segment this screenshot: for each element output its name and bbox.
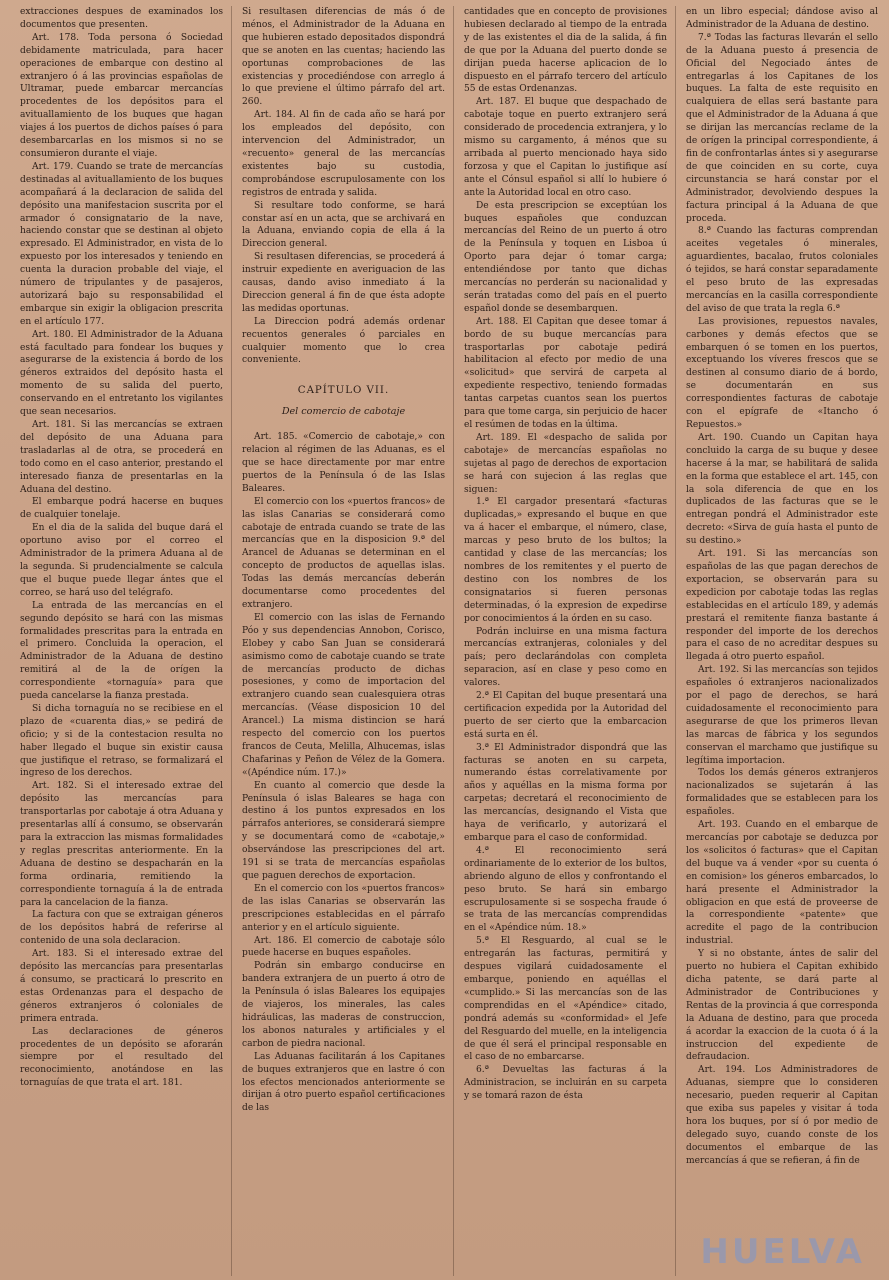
- paragraph: De esta prescripcion se exceptúan los buques españoles que conduzcan mercancías del Reino de un puerto á otro de la Península y toquen en Lisboa ú Oporto para dejar ó tomar carga; entendiéndose por tanto que dichas mercancías no perderán su nacionalidad y serán tratadas como del país en el puerto español donde se desembarquen.: [464, 200, 667, 314]
- column-1: [10, 6, 232, 1276]
- paragraph: Art. 179. Cuando se trate de mercancías destinadas al avituallamiento de los buques acompañará á la declaracion de salida del depósito una manifestacion suscrita por el armador ó consignatario de la nave, haciendo constar que se destinan al objeto expresado. El Administrador, en vista de lo expuesto por los interesados y teniendo en cuenta la duracion probable del viaje, el número de tripulantes y de pasajeros, autorizará bajo su responsabilidad el embarque sin exigir la obligacion prescrita en el artículo 177.: [20, 161, 223, 327]
- paragraph: Podrán sin embargo conducirse en bandera extranjera de un puerto á otro de la Península ó islas Baleares los equipajes de viajeros, los minerales, las cales hidráulicas, las maderas de construccion, los abonos naturales y artificiales y el carbon de piedra nacional.: [242, 961, 445, 1049]
- paragraph: El comercio con los «puertos francos» de las islas Canarias se considerará como cabotaje de entrada cuando se trate de las mercancías que en la disposicion 9.ª del Arancel de Aduanas se determinan en el concepto de productos de aquellas islas. Todas las demás mercancías deberán documentarse como procedentes del extranjero.: [242, 496, 445, 610]
- column-4: [676, 6, 886, 1276]
- paragraph: Si resultasen diferencias, se procederá á instruir expediente en averiguacion de las causas, dando aviso inmediato á la Direccion general á fin de que ésta adopte las medidas oportunas.: [242, 252, 445, 314]
- paragraph: 8.ª Cuando las facturas comprendan aceites vegetales ó minerales, aguardientes, bacalao, frutos coloniales ó tejidos, se hará constar separadamente el peso bruto de las expresadas mercancías en la casilla correspondiente del aviso de que trata la regla 6.ª: [686, 226, 878, 314]
- paragraph: Art. 183. Si el interesado extrae del depósito las mercancías para presentarlas á consumo, se practicará lo prescrito en estas Ordenanzas para el despacho de géneros extranjeros ó coloniales de primera entrada.: [20, 949, 223, 1024]
- paragraph: Art. 191. Si las mercancías son españolas de las que pagan derechos de exportacion, se observarán para su expedicion por cabotaje todas las reglas establecidas en el artículo 189, y además prestará el remitente fianza bastante á responder del importe de los derechos para el caso de no acreditar despues su llegada á otro puerto español.: [686, 549, 878, 663]
- library-watermark: HUELVA: [700, 1232, 865, 1272]
- paragraph: 6.ª Devueltas las facturas á la Administracion, se incluirán en su carpeta y se tomará razon de ésta: [464, 1065, 667, 1102]
- paragraph: En cuanto al comercio que desde la Península ó islas Baleares se haga con destino á los puntos expresados en los párrafos anteriores, se considerará siempre y se documentará como de «cabotaje,» observándose las prescripciones del art. 191 si se trata de mercancías españolas que paguen derechos de exportacion.: [242, 780, 445, 881]
- paragraph: Art. 193. Cuando en el embarque de mercancías por cabotaje se deduzca por los «solicitos ó facturas» que el Capitan del buque va á vender «por su cuenta ó en comision» los géneros embarcados, lo hará presente el Administrador la obligacion en que está de proveerse de la correspondiente «patente» que acredite el pago de la contribucion industrial.: [686, 820, 878, 947]
- paragraph: Art. 186. El comercio de cabotaje sólo puede hacerse en buques españoles.: [242, 935, 445, 959]
- paragraph: El embarque podrá hacerse en buques de cualquier tonelaje.: [20, 497, 223, 521]
- paragraph: 5.ª El Resguardo, al cual se le entregarán las facturas, permitirá y despues vigilará cuidadosamente el embarque, poniendo en aquéllas el «cumplido.» Si las mercancías son de las comprendidas en el «Apéndice» citado, pondrá además su «conformidad» el Jefe del Resguardo del muelle, en la inteligencia de que él será el principal responsable en el caso de no embarcarse.: [464, 936, 667, 1063]
- paragraph: extracciones despues de examinados los documentos que presenten.: [20, 7, 223, 30]
- paragraph: 4.ª El reconocimiento será ordinariamente de lo exterior de los bultos, abriendo alguno de ellos y confrontando el peso bruto. Se hará sin embargo escrupulosamente si se sospecha fraude ó se trata de las mercancías comprendidas en el «Apéndice núm. 18.»: [464, 845, 667, 934]
- paragraph: Y si no obstante, ántes de salir del puerto no hubiera el Capitan exhibido dicha patente, se dará parte al Administrador de Contribuciones y Rentas de la provincia á que corresponda la Aduana de destino, para que proceda á acordar la exaccion de la cuota ó á la instruccion del expediente de defraudacion.: [686, 949, 878, 1063]
- paragraph: en un libro especial; dándose aviso al Administrador de la Aduana de destino.: [686, 7, 878, 30]
- chapter-subtitle: Del comercio de cabotaje: [281, 406, 406, 418]
- paragraph: Las declaraciones de géneros procedentes de un depósito se aforarán siempre por el resultado del reconocimiento, anotándose en las tornaguías de que trata el art. 181.: [20, 1026, 223, 1089]
- paragraph: Art. 182. Si el interesado extrae del depósito las mercancías para transportarlas por cabotaje á otra Aduana y presentarlas allí á consumo, se observarán para la extraccion las mismas formalidades y reglas prescritas anteriormente. En la Aduana de destino se despacharán en la forma ordinaria, remitiendo la correspondiente tornaguía á la de entrada para la cancelacion de la fianza.: [20, 781, 223, 908]
- paragraph: Art. 187. El buque que despachado de cabotaje toque en puerto extranjero será considerado de procedencia extranjera, y lo mismo su cargamento, á ménos que su arribada al puerto mencionado haya sido forzosa y que el Capitan lo justifique así ante el Cónsul español si allí lo hubiere ó ante la Autoridad local en otro caso.: [464, 97, 667, 198]
- paragraph: Art. 185. «Comercio de cabotaje,» con relacion al régimen de las Aduanas, es el que se hace directamente por mar entre puertos de la Península ó de las Islas Baleares.: [242, 432, 445, 494]
- paragraph: 2.ª El Capitan del buque presentará una certificacion expedida por la Autoridad del puerto de ser cierto que la embarcacion está surta en él.: [464, 691, 667, 740]
- paragraph: Art. 188. El Capitan que desee tomar á bordo de su buque mercancías para trasportarlas por cabotaje pedirá habilitacion al efecto por medio de una «solicitud» que servirá de carpeta al expediente respectivo, teniendo formadas tantas carpetas cuantos sean los puertos para que tome carga, sin perjuicio de hacer el resúmen de todas en la última.: [464, 316, 667, 430]
- column-3: [454, 6, 676, 1276]
- paragraph: En el dia de la salida del buque dará el oportuno aviso por el correo el Administrador de la primera Aduana al de la segunda. Si prudencialmente se calcula que el buque puede llegar ántes que el correo, se hará uso del telégrafo.: [20, 523, 223, 598]
- paragraph: Art. 192. Si las mercancías son tejidos españoles ó extranjeros nacionalizados por el pago de derechos, se hará cuidadosamente el reconocimiento para asegurarse de que los primeros llevan las marcas de fábrica y los segundos conservan el marchamo que justifique su legítima importacion.: [686, 665, 878, 766]
- paragraph: 3.ª El Administrador dispondrá que las facturas se anoten en su carpeta, numerando éstas correlativamente por años y aquéllas en la misma forma por carpetas; decretará el reconocimiento de las mercancías, designando el Vista que haya de verificarlo, y autorizará el embarque para el caso de conformidad.: [464, 742, 667, 843]
- paragraph: El comercio con las islas de Fernando Póo y sus dependencias Annobon, Corisco, Elobey y cabo San Juan se considerará asimismo como de cabotaje cuando se trate de mercancías producto de dichas posesiones, y como de importacion del extranjero cuando sean cualesquiera otras mercancías. (Véase disposicion 10 del Arancel.) La misma distincion se hará respecto del comercio con los puertos francos de Ceuta, Melilla, Alhucemas, islas Chafarinas y Peñon de Vélez de la Gomera. «(Apéndice núm. 17.)»: [242, 612, 445, 778]
- paragraph: En el comercio con los «puertos francos» de las islas Canarias se observarán las prescripciones establecidas en el párrafo anterior y en el artículo siguiente.: [242, 883, 445, 933]
- chapter-title: CAPÍTULO VII.: [297, 385, 390, 397]
- paragraph: Art. 189. El «despacho de salida por cabotaje» de mercancías españolas no sujetas al pago de derechos de exportacion se hará con sujecion á las reglas que siguen:: [464, 432, 667, 495]
- paragraph: Las provisiones, repuestos navales, carbones y demás efectos que se embarquen ó se tomen en los puertos, exceptuando los víveres frescos que se destinen al consumo diario de á bordo, se documentarán en sus correspondientes facturas de cabotaje con el epígrafe de «Itancho ó Repuestos.»: [686, 316, 878, 430]
- paragraph: Art. 180. El Administrador de la Aduana está facultado para fondear los buques y asegurarse de la existencia á bordo de los géneros extraidos del depósito hasta el momento de su salida del puerto, conservando en el entretanto los vigilantes que sean necesarios.: [20, 329, 223, 418]
- paragraph: 1.ª El cargador presentará «facturas duplicadas,» expresando el buque en que va á hacer el embarque, el número, clase, marcas y peso bruto de los bultos; la cantidad y clase de las mercancías; los nombres de los remitentes y el puerto de destino con los nombres de los consignatarios si fueren personas determinadas, ó la expresion de expedirse por conocimientos á la órden en su caso.: [464, 497, 667, 624]
- paragraph: Si resultare todo conforme, se hará constar así en un acta, que se archivará en la Aduana, enviando copia de ella á la Direccion general.: [242, 200, 445, 250]
- paragraph: La factura con que se extraigan géneros de los depósitos habrá de referirse al contenido de una sola declaracion.: [20, 910, 223, 947]
- paragraph: cantidades que en concepto de provisiones hubiesen declarado al tiempo de la entrada y de las existentes el dia de la salida, á fin de que por la Aduana del puerto donde se dirijan pueda hacerse aplicacion de lo dispuesto en el párrafo tercero del artículo 55 de estas Ordenanzas.: [464, 7, 667, 95]
- paragraph: Art. 194. Los Administradores de Aduanas, siempre que lo consideren necesario, pueden requerir al Capitan que exiba sus papeles y visitar á toda hora los buques, por sí ó por medio de delegado suyo, cuando conste de los documentos el embarque de las mercancías á que se refieran, á fin de: [686, 1065, 878, 1166]
- paragraph: Las Aduanas facilitarán á los Capitanes de buques extranjeros que en lastre ó con los efectos mencionados anteriormente se dirijan á otro puerto español certificaciones de las: [242, 1051, 445, 1114]
- paragraph: Todos los demás géneros extranjeros nacionalizados se sujetarán á las formalidades que se establecen para los españoles.: [686, 768, 878, 818]
- paragraph: 7.ª Todas las facturas llevarán el sello de la Aduana puesto á presencia de Oficial del Negociado ántes de entregarlas á los Capitanes de los buques. La falta de este requisito en cualquiera de ellas será bastante para que el Administrador de la Aduana á que se dirijan las mercancías reclame de la de orígen la principal correspondiente, á fin de confrontarlas ántes si y asegurarse de que coinciden en su corte, cuya circunstancia se hará constar por el Administrador, devolviendo despues la factura principal á la Aduana de que proceda.: [686, 32, 878, 224]
- text-columns: [10, 6, 883, 1276]
- paragraph: Art. 184. Al fin de cada año se hará por los empleados del depósito, con intervencion del Administrador, un «recuento» general de las mercancías existentes bajo su custodia, comprobándose escrupulosamente con los registros de entrada y salida.: [242, 110, 445, 198]
- paragraph: Art. 181. Si las mercancías se extraen del depósito de una Aduana para trasladarlas al de otra, se procederá en todo como en el caso anterior, prestando el interesado fianza de presentarlas en la Aduana del destino.: [20, 420, 223, 495]
- paragraph: Si resultasen diferencias de más ó de ménos, el Administrador de la Aduana en que hubieren estado depositados dispondrá que se anoten en las cuentas; haciendo las oportunas comprobaciones de las existencias y procediéndose con arreglo á lo que previene el último párrafo del art. 260.: [242, 7, 445, 108]
- paragraph: Podrán incluirse en una misma factura mercancías extranjeras, coloniales y del país; pero declarándolas con completa separacion, así en clase y peso como en valores.: [464, 626, 667, 689]
- paragraph: La Direccion podrá además ordenar recuentos generales ó parciales en cualquier momento que lo crea conveniente.: [242, 316, 445, 366]
- paragraph: Si dicha tornaguía no se recibiese en el plazo de «cuarenta dias,» se pedirá de oficio; y si de la contestacion resulta no haber llegado el buque sin existir causa que justifique el retraso, se formalizará el ingreso de los derechos.: [20, 703, 223, 779]
- column-2: [232, 6, 454, 1276]
- paragraph: La entrada de las mercancías en el segundo depósito se hará con las mismas formalidades prescritas para la entrada en el primero. Concluida la operacion, el Administrador de la Aduana de destino remitirá al de la de orígen la correspondiente «tornaguía» para que pueda cancelarse la fianza prestada.: [20, 600, 223, 702]
- paragraph: Art. 190. Cuando un Capitan haya concluido la carga de su buque y desee hacerse á la mar, se habilitará de salida en la forma que establece el art. 145, con la sola diferencia de que en los duplicados de las facturas que se le entregan pondrá el Administrador este decreto: «Sirva de guía hasta el punto de su destino.»: [686, 432, 878, 547]
- paragraph: Art. 178. Toda persona ó Sociedad debidamente matriculada, para hacer operaciones de embarque con destino al extranjero ó á las provincias españolas de Ultramar, puede embarcar mercancías procedentes de los depósitos para el avituallamiento de los buques que hagan viajes á los puertos de dichos países ó para desembarcarlas en los mismos si no se consumieron durante el viaje.: [20, 32, 223, 159]
